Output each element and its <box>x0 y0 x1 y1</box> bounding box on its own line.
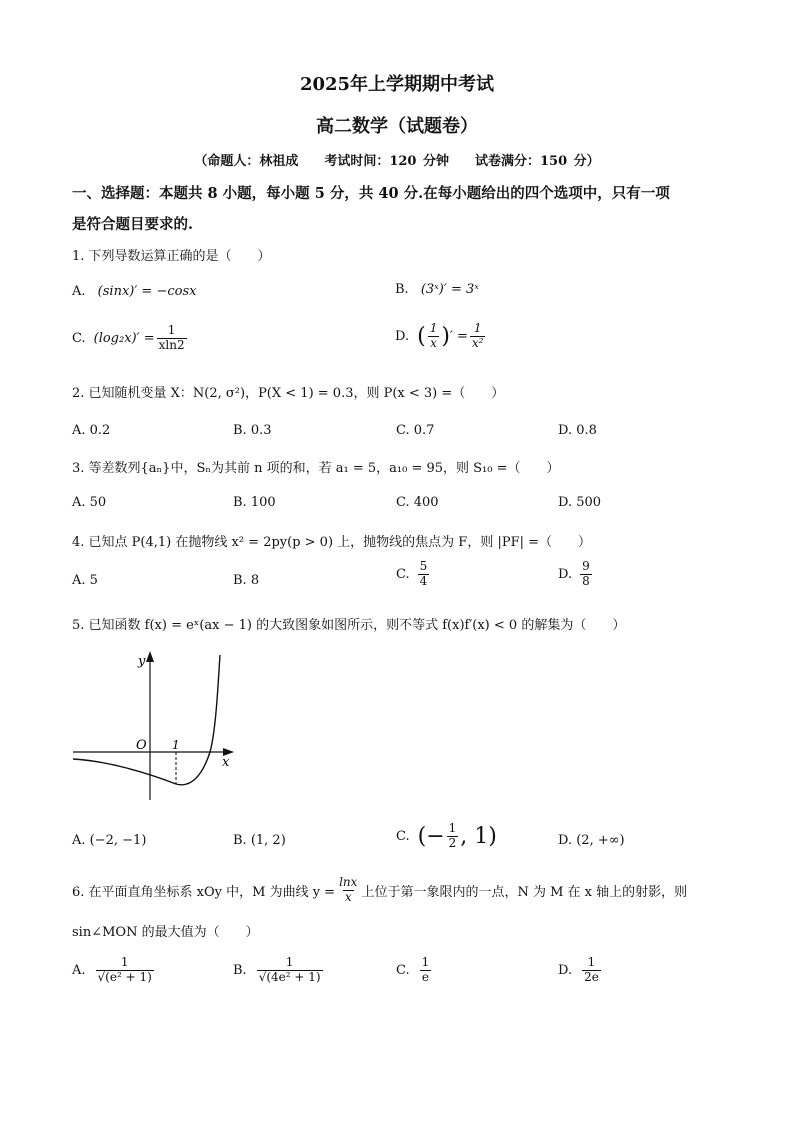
y-axis-label: y <box>138 654 146 669</box>
q1-option-c-fraction <box>157 324 187 353</box>
q6-curve-num: lnx <box>339 875 358 889</box>
q6-option-b-label: B. <box>233 962 247 978</box>
q6-option-a-fraction <box>96 956 154 985</box>
q5-option-c-num: 1 <box>448 821 457 835</box>
q6-stem-line2: sin∠MON 的最大值为（ ） <box>72 925 259 940</box>
q6-option-d-fraction <box>582 956 601 985</box>
q4-option-d-fraction <box>580 560 592 589</box>
q5-option-c-open: (− <box>417 823 445 849</box>
q5-option-c-close: , 1) <box>460 823 497 849</box>
q1-option-a-expr: (sinx)′ = −cosx <box>97 284 197 299</box>
q6-option-a-num: 1 <box>120 955 129 969</box>
section-heading-line2: 是符合题目要求的. <box>72 216 194 233</box>
q2-option-b: B. 0.3 <box>233 423 272 438</box>
q1-option-d-den1: x <box>430 335 437 350</box>
q2-option-c: C. 0.7 <box>396 423 435 438</box>
q4-option-c-fraction <box>418 560 430 589</box>
q6-option-d-den: 2e <box>584 969 599 984</box>
q6-option-c-label: C. <box>396 962 410 978</box>
q1-option-b-label: B. <box>395 282 409 297</box>
q4-option-b: B. 8 <box>233 573 260 588</box>
q5-option-c-den: 2 <box>448 835 457 850</box>
q6-option-b-num: 1 <box>285 955 294 969</box>
q6-stem-part2: 上位于第一象限内的一点，N 为 M 在 x 轴上的射影，则 <box>361 884 688 900</box>
q6-curve-fraction <box>337 876 359 905</box>
q6-curve-den: x <box>344 889 352 904</box>
q4-option-a: A. 5 <box>72 573 98 588</box>
q4-option-d-num: 9 <box>582 559 590 573</box>
q3-option-c: C. 400 <box>396 495 439 510</box>
q6-stem-part1: 6. 在平面直角坐标系 xOy 中，M 为曲线 y = <box>72 884 336 900</box>
q6-option-a-den: √(e² + 1) <box>97 969 152 984</box>
q3-option-a: A. 50 <box>72 495 107 510</box>
q2-option-a: A. 0.2 <box>72 423 111 438</box>
exam-info: （命题人：林祖成 考试时间：120 分钟 试卷满分：150 分） <box>194 154 600 169</box>
q4-option-c-num: 5 <box>419 559 428 573</box>
q6-option-d-label: D. <box>558 962 573 978</box>
q5-function-graph <box>68 645 243 805</box>
q1-option-b <box>395 282 479 297</box>
q4-option-c <box>396 560 431 589</box>
q1-option-d-label: D. <box>395 328 410 344</box>
x-axis-label: x <box>222 755 230 770</box>
q4-option-d-den: 8 <box>582 573 590 588</box>
q1-stem: 1. 下列导数运算正确的是（ ） <box>72 249 271 264</box>
q5-option-c <box>396 822 497 851</box>
q6-option-c-fraction <box>420 956 432 985</box>
origin-label: O <box>136 738 147 753</box>
q6-option-b-fraction <box>257 956 323 985</box>
q1-option-c-den: xln2 <box>158 337 185 352</box>
q1-option-a <box>72 284 196 299</box>
q4-option-c-den: 4 <box>419 573 428 588</box>
q4-option-d <box>558 560 594 589</box>
q1-option-d-eq: ′ = <box>449 328 468 344</box>
q1-option-c <box>72 324 189 353</box>
q1-option-c-num: 1 <box>167 323 176 337</box>
y-axis-arrow-icon <box>146 651 154 662</box>
q3-option-d: D. 500 <box>558 495 602 510</box>
q6-option-c <box>396 956 433 985</box>
q6-stem-line1 <box>72 876 687 905</box>
q6-option-d <box>558 956 603 985</box>
q4-option-c-label: C. <box>396 566 410 582</box>
q1-option-d-num2: 1 <box>473 321 482 335</box>
q1-option-c-label: C. <box>72 330 86 346</box>
section-heading-line1: 一、选择题：本题共 8 小题，每小题 5 分，共 40 分.在每小题给出的四个选项中，只有一项 <box>72 185 670 202</box>
q1-option-a-label: A. <box>72 284 86 299</box>
exam-title: 2025年上学期期中考试 <box>299 74 495 95</box>
q6-option-c-num: 1 <box>421 955 430 969</box>
q1-option-d-frac1 <box>428 322 440 351</box>
q1-option-d-frac2 <box>470 322 486 351</box>
q5-option-a: A. (−2, −1) <box>72 833 147 848</box>
q6-option-b-den: √(4e² + 1) <box>258 969 321 984</box>
q5-option-c-fraction <box>447 822 459 851</box>
q1-option-d-den2: x² <box>471 335 484 350</box>
q1-option-d-num1: 1 <box>429 321 438 335</box>
q3-stem: 3. 等差数列{aₙ}中，Sₙ为其前 n 项的和，若 a₁ = 5，a₁₀ = 95，则 S₁₀ =（ ） <box>72 461 560 476</box>
q5-option-c-label: C. <box>396 828 410 844</box>
q4-option-d-label: D. <box>558 566 573 582</box>
q1-option-d: D. ( $\frac{1}{x}$ ) ′ = $\frac{1}{\text{x²}}$ <box>395 321 484 350</box>
q4-stem: 4. 已知点 P(4,1) 在抛物线 x² = 2py(p > 0) 上，抛物线的焦点为 F，则 |PF| =（ ） <box>72 535 591 550</box>
q5-option-d: D. (2, +∞) <box>558 833 625 848</box>
q1-option-b-expr: (3ˣ)′ = 3ˣ <box>420 282 479 297</box>
q3-option-b: B. 100 <box>233 495 276 510</box>
q6-option-a <box>72 956 156 985</box>
q6-option-b <box>233 956 325 985</box>
q6-option-a-label: A. <box>72 962 86 978</box>
function-curve <box>73 655 220 785</box>
q6-option-d-num: 1 <box>587 955 596 969</box>
q2-stem: 2. 已知随机变量 X：N(2, σ²)，P(X < 1) = 0.3，则 P(x < 3) =（ ） <box>72 386 505 401</box>
exam-subtitle: 高二数学（试题卷） <box>316 116 478 137</box>
q2-option-d: D. 0.8 <box>558 423 597 438</box>
q6-option-c-den: e <box>421 969 429 984</box>
q5-stem: 5. 已知函数 f(x) = eˣ(ax − 1) 的大致图象如图所示，则不等式 f(x)f′(x) < 0 的解集为（ ） <box>72 618 626 633</box>
q5-option-b: B. (1, 2) <box>233 833 286 848</box>
q1-option-c-lhs: (log₂x)′ = <box>93 330 155 346</box>
tick-label: 1 <box>172 738 180 752</box>
